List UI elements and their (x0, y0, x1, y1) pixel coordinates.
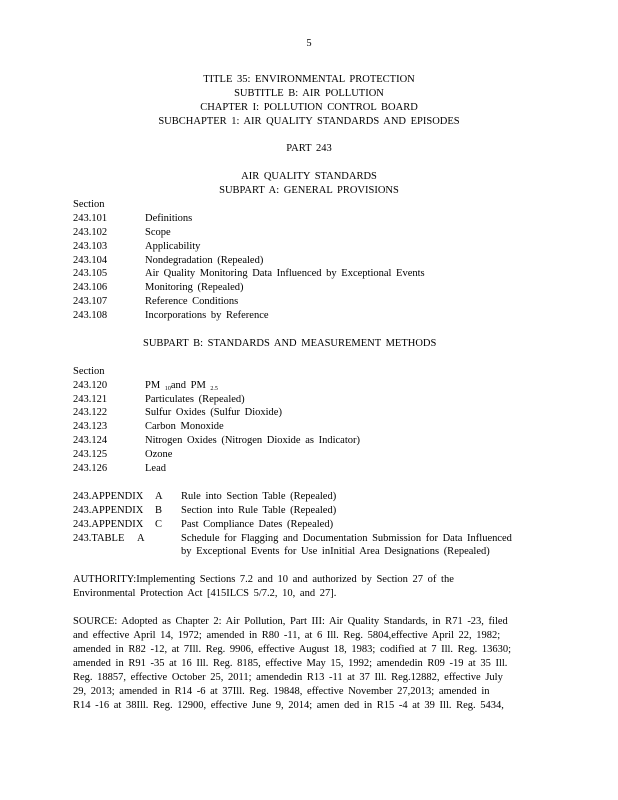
source-line: 29, 2013; amended in R14 -6 at 37Ill. Reg. 19848, effective November 27,2013; amended in (73, 686, 490, 697)
subpart-b-heading: SUBPART B: STANDARDS AND MEASUREMENT METHODS (143, 338, 437, 349)
toc-section-number: 243.107 (73, 296, 108, 307)
appendix-code: 243.APPENDIX (73, 491, 144, 502)
source-line: amended in R91 -35 at 16 Ill. Reg. 8185, effective May 15, 1992; amendedin R09 -19 at 35 Ill. (73, 658, 508, 669)
pm-and-text: and PM (170, 380, 206, 391)
appendix-letter: A (155, 491, 163, 502)
toc-section-number: 243.102 (73, 227, 108, 238)
toc-section-name: Nitrogen Oxides (Nitrogen Dioxide as Indicator) (145, 435, 360, 446)
section-label: Section (73, 366, 105, 377)
appendix-letter: B (155, 505, 163, 516)
section-label: Section (73, 199, 105, 210)
toc-section-name: Ozone (145, 449, 173, 460)
toc-section-name: Sulfur Oxides (Sulfur Dioxide) (145, 407, 282, 418)
table-name-line-1: Schedule for Flagging and Documentation Submission for Data Influenced (181, 533, 512, 544)
appendix-name: Past Compliance Dates (Repealed) (181, 519, 334, 530)
toc-section-number: 243.123 (73, 421, 108, 432)
toc-section-name: Air Quality Monitoring Data Influenced by Exceptional Events (145, 268, 425, 279)
source-line: SOURCE: Adopted as Chapter 2: Air Pollution, Part III: Air Quality Standards, in R71 -23, filed (73, 616, 508, 627)
part-line: PART 243 (286, 143, 332, 154)
pm10-subscript: 10 (164, 386, 171, 392)
toc-section-name: Incorporations by Reference (145, 310, 269, 321)
toc-section-number: 243.121 (73, 394, 108, 405)
subpart-a-heading: SUBPART A: GENERAL PROVISIONS (219, 185, 399, 196)
toc-section-name: Lead (145, 463, 166, 474)
table-name-line-2: by Exceptional Events for Use inInitial Area Designations (Repealed) (181, 546, 490, 557)
toc-section-name: Applicability (145, 241, 201, 252)
part-title: AIR QUALITY STANDARDS (241, 171, 377, 182)
appendix-name: Rule into Section Table (Repealed) (181, 491, 337, 502)
toc-section-name: Definitions (145, 213, 193, 224)
appendix-letter: C (155, 519, 163, 530)
table-code: 243.TABLE (73, 533, 125, 544)
toc-section-number: 243.101 (73, 213, 108, 224)
toc-section-name: Particulates (Repealed) (145, 394, 245, 405)
toc-section-name: Carbon Monoxide (145, 421, 224, 432)
toc-section-number: 243.108 (73, 310, 108, 321)
source-line: amended in R82 -12, at 7Ill. Reg. 9906, effective August 18, 1983; codified at 7 Ill. Reg. 13630; (73, 644, 511, 655)
table-letter: A (137, 533, 145, 544)
chapter-line: CHAPTER I: POLLUTION CONTROL BOARD (200, 102, 418, 113)
toc-section-number: 243.124 (73, 435, 108, 446)
appendix-code: 243.APPENDIX (73, 519, 144, 530)
toc-section-name: Reference Conditions (145, 296, 239, 307)
appendix-code: 243.APPENDIX (73, 505, 144, 516)
page-number: 5 (306, 38, 312, 49)
toc-section-name: Scope (145, 227, 171, 238)
pm-text: PM (145, 380, 161, 391)
subchapter-line: SUBCHAPTER 1: AIR QUALITY STANDARDS AND EPISODES (158, 116, 460, 127)
appendix-name: Section into Rule Table (Repealed) (181, 505, 337, 516)
pm25-subscript: 2.5 (210, 386, 218, 392)
title-line: TITLE 35: ENVIRONMENTAL PROTECTION (203, 74, 415, 85)
subtitle-line: SUBTITLE B: AIR POLLUTION (234, 88, 384, 99)
source-line: R14 -16 at 38Ill. Reg. 12900, effective June 9, 2014; amen ded in R15 -4 at 39 Ill. Reg. 5434, (73, 700, 504, 711)
toc-section-number: 243.103 (73, 241, 108, 252)
source-line: and effective April 14, 1972; amended in R80 -11, at 6 Ill. Reg. 5804,effective April 22, 1982; (73, 630, 501, 641)
toc-section-number: 243.120 (73, 380, 108, 391)
toc-section-number: 243.125 (73, 449, 108, 460)
authority-line-1: AUTHORITY:Implementing Sections 7.2 and 10 and authorized by Section 27 of the (73, 574, 454, 585)
toc-section-name: Monitoring (Repealed) (145, 282, 244, 293)
source-line: Reg. 18857, effective October 25, 2011; amendedin R13 -11 at 37 Ill. Reg.12882, effective July (73, 672, 503, 683)
toc-section-number: 243.104 (73, 255, 108, 266)
authority-line-2: Environmental Protection Act [415ILCS 5/7.2, 10, and 27]. (73, 588, 337, 599)
toc-section-number: 243.106 (73, 282, 108, 293)
toc-section-number: 243.126 (73, 463, 108, 474)
toc-section-name: Nondegradation (Repealed) (145, 255, 264, 266)
toc-section-number: 243.105 (73, 268, 108, 279)
toc-section-number: 243.122 (73, 407, 108, 418)
